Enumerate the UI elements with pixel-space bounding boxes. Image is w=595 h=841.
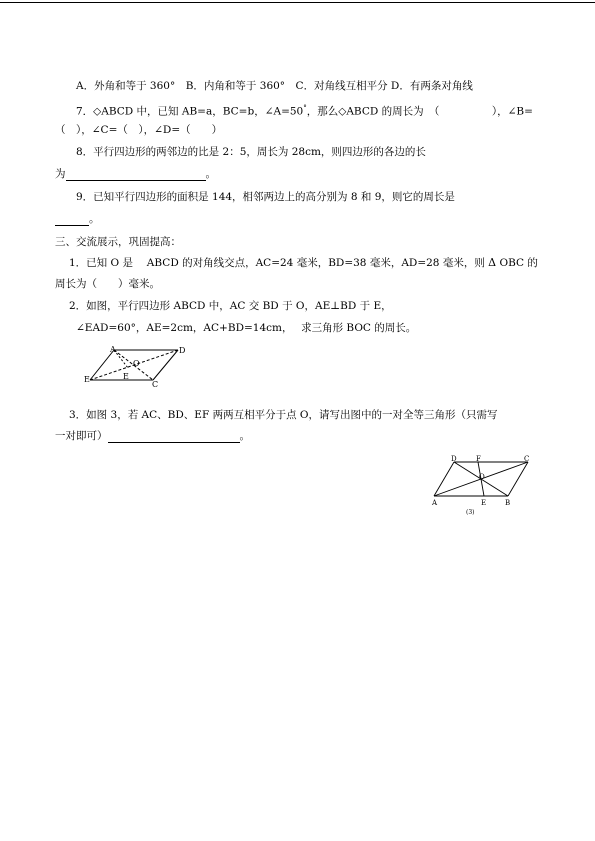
label-c: C: [152, 380, 159, 389]
ex1-line2: 周长为（ ）毫米。: [55, 278, 160, 290]
side-cb: [508, 462, 528, 496]
q7-text-a: 7．◇ABCD 中，已知 AB=a，BC=b，∠A=50: [76, 105, 304, 118]
label-a: A: [432, 499, 438, 507]
q8-line1: 8．平行四边形的两邻边的比是 2：5，周长为 28cm，则四边形的各边的长: [76, 146, 426, 158]
ex3-suffix: 。: [239, 430, 250, 442]
label-b: B: [505, 499, 511, 507]
triangle-symbol: Δ: [488, 256, 497, 269]
q7-text-b: ，那么◇ABCD 的周长为 （ ），∠B=: [306, 105, 533, 118]
side-dc: [153, 350, 178, 380]
label-c: C: [524, 455, 530, 463]
label-f: F: [476, 455, 481, 463]
ex3-line1: 3．如图 3，若 AC、BD、EF 两两互相平分于点 O，请写出图中的一对全等三角形（只需写: [69, 409, 498, 421]
q8-prefix: 为: [55, 168, 66, 180]
ex2-line1: 2．如图，平行四边形 ABCD 中，AC 交 BD 于 O，AE⊥BD 于 E，: [69, 300, 392, 312]
ex3-answer-blank[interactable]: [108, 431, 240, 443]
q7-line1: [76, 101, 533, 119]
label-d: D: [179, 346, 186, 355]
q9-line2: [55, 212, 100, 226]
q8-suffix: 。: [205, 168, 216, 180]
perpendicular-ae: [114, 350, 128, 368]
ex3-line2: [55, 429, 250, 443]
ex1-text-a: 1．已知 O 是 ABCD 的对角线交点，AC=24 毫米，BD=38 毫米，AD=28 毫米，则: [69, 257, 485, 269]
label-e-left: E: [84, 375, 90, 384]
q9-suffix: 。: [89, 213, 100, 225]
q6-options: A．外角和等于 360° B．内角和等于 360° C．对角线互相平分 D．有两条对角线: [76, 80, 473, 92]
ex1-line1: [69, 256, 538, 270]
q9-line1: 9．已知平行四边形的面积是 144，相邻两边上的高分别为 8 和 9，则它的周长是: [76, 191, 455, 203]
q8-answer-blank[interactable]: [66, 169, 206, 181]
ex2-line2: ∠EAD=60°，AE=2cm，AC+BD=14cm， 求三角形 BOC 的周长。: [76, 322, 417, 334]
label-d: D: [451, 455, 457, 463]
ex3-prefix: 一对即可）: [55, 430, 108, 442]
page-top-border: [0, 2, 595, 3]
figure-caption: (3): [466, 509, 475, 516]
label-e: E: [481, 499, 487, 507]
label-e-mid: E: [123, 372, 129, 381]
label-a: A: [110, 345, 116, 354]
degree-symbol: °: [303, 104, 307, 112]
q9-answer-blank[interactable]: [55, 214, 89, 226]
q8-line2: [55, 167, 216, 181]
label-o: O: [133, 359, 140, 368]
ex1-text-b: OBC 的: [499, 257, 538, 269]
section3-heading: 三、交流展示，巩固提高：: [55, 236, 181, 248]
label-o: O: [479, 473, 485, 481]
figure-3-parallelogram: [428, 452, 538, 518]
figure-parallelogram-abcd: [82, 342, 197, 390]
q7-line2: （ ），∠C=（ ），∠D=（ ）: [55, 124, 223, 136]
side-ad: [434, 462, 454, 496]
